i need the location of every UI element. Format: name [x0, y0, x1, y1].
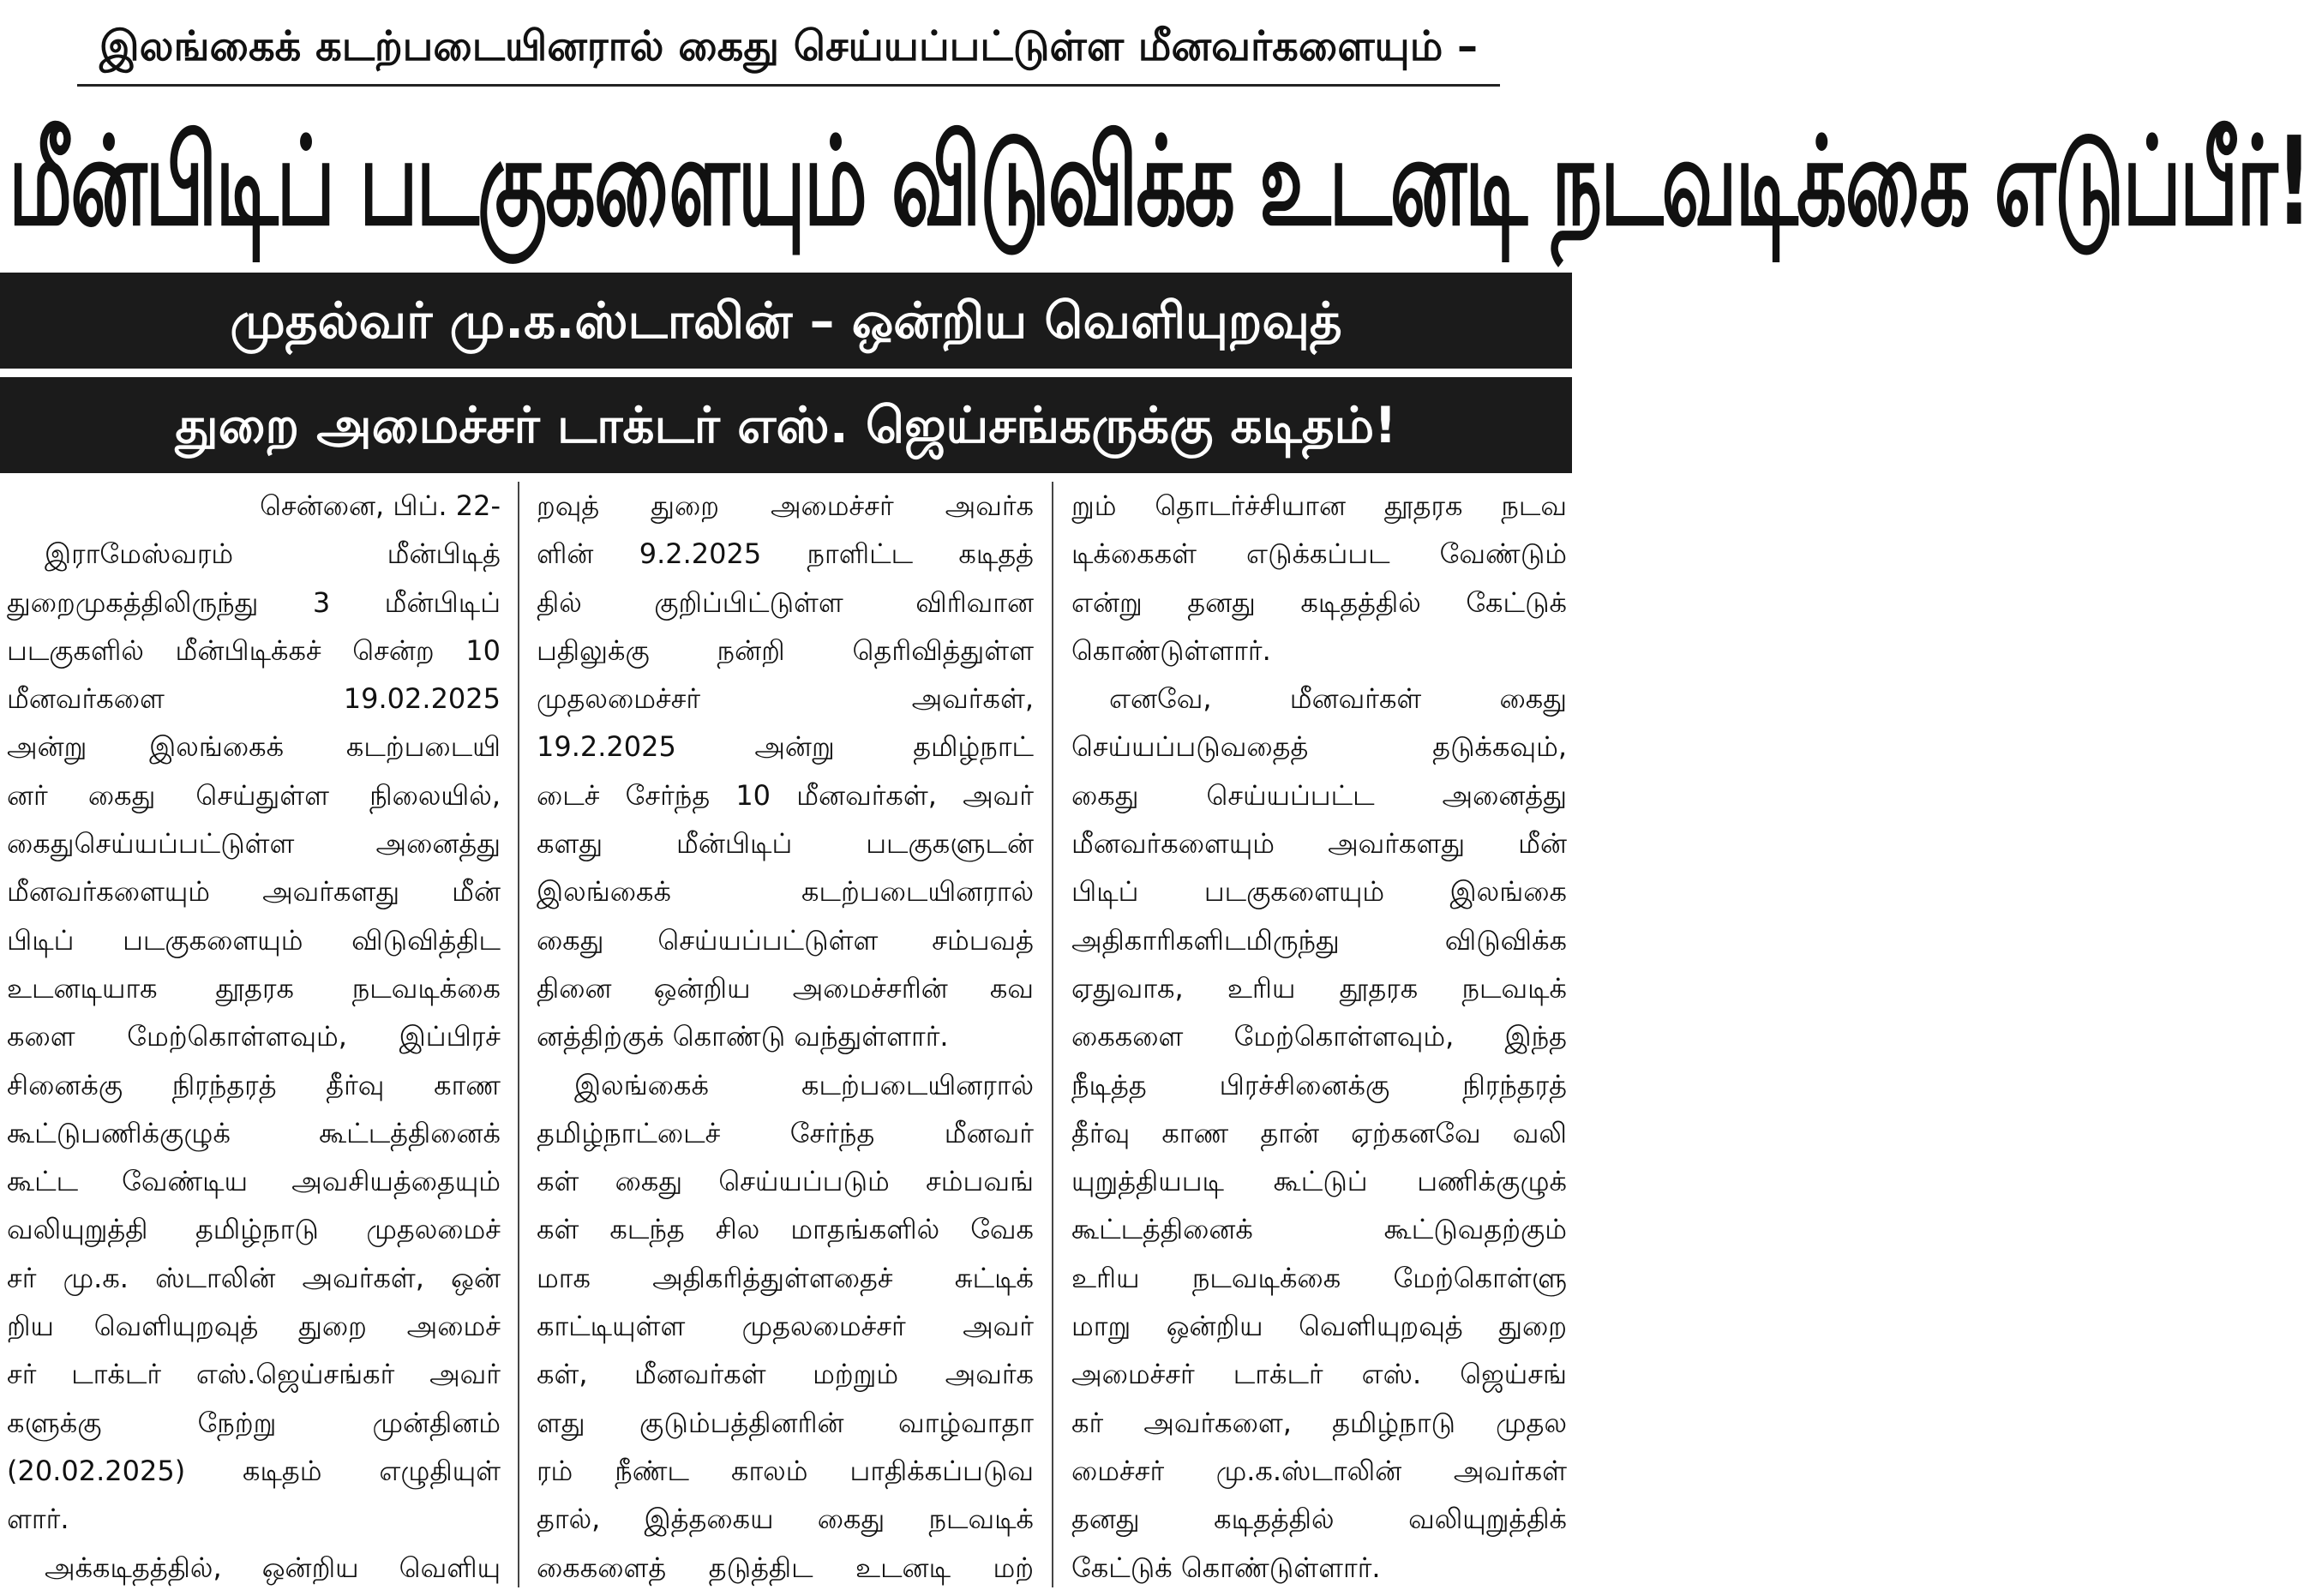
article-line: செய்யப்படுவதைத் தடுக்கவும்,: [1071, 730, 1567, 764]
article-line: ளார்.: [7, 1503, 69, 1536]
article-line: ளது குடும்பத்தினரின் வாழ்வாதா: [537, 1406, 1034, 1439]
subheadline-band-line1: முதல்வர் மு.க.ஸ்டாலின் – ஒன்றிய வெளியுறவுத்: [0, 273, 1572, 369]
article-column-3: [1071, 482, 1567, 1587]
headline-kicker: இலங்கைக் கடற்படையினரால் கைது செய்யப்பட்டுள்ள மீனவர்களையும் –: [77, 9, 1500, 87]
article-line: கைது செய்யப்பட்ட அனைத்து: [1071, 778, 1567, 812]
article-line: ளின் 9.2.2025 நாளிட்ட கடிதத்: [537, 537, 1034, 571]
article-line: டைச் சேர்ந்த 10 மீனவர்கள், அவர்: [537, 778, 1034, 812]
article-line: கூட்டுபணிக்குழுக் கூட்டத்தினைக்: [7, 1116, 501, 1149]
article-line: சர் மு.க. ஸ்டாலின் அவர்கள், ஒன்: [7, 1261, 501, 1294]
article-line: அன்று இலங்கைக் கடற்படையி: [7, 730, 501, 764]
article-line: 19.2.2025 அன்று தமிழ்நாட்: [537, 730, 1034, 764]
article-line: மாறு ஒன்றிய வெளியுறவுத் துறை: [1071, 1310, 1567, 1343]
article-line: களுக்கு நேற்று முன்தினம்: [7, 1406, 501, 1439]
article-line: களை மேற்கொள்ளவும், இப்பிரச்: [7, 1020, 501, 1053]
article-line: சர் டாக்டர் எஸ்.ஜெய்சங்கர் அவர்: [7, 1358, 501, 1391]
article-line: அக்கடிதத்தில், ஒன்றிய வெளியு: [45, 1551, 501, 1584]
article-line: னர் கைது செய்துள்ள நிலையில்,: [7, 778, 501, 812]
article-line: தீர்வு காண தான் ஏற்கனவே வலி: [1071, 1116, 1567, 1149]
headline-main: மீன்பிடிப் படகுகளையும் விடுவிக்க உடனடி நடவடிக்கை எடுப்பீர்!: [9, 111, 2310, 254]
article-body: [0, 482, 1572, 1587]
article-line: பிடிப் படகுகளையும் விடுவித்திட: [7, 923, 501, 957]
article-line: (20.02.2025) கடிதம் எழுதியுள்: [7, 1454, 501, 1487]
article-line: களது மீன்பிடிப் படகுகளுடன்: [537, 827, 1034, 861]
article-line: மீனவர்களையும் அவர்களது மீன்: [7, 875, 501, 909]
article-line: இலங்கைக் கடற்படையினரால்: [537, 875, 1034, 909]
article-line: கள் கடந்த சில மாதங்களில் வேக: [537, 1213, 1034, 1246]
article-line: கர் அவர்களை, தமிழ்நாடு முதல: [1071, 1406, 1567, 1439]
article-line: வலியுறுத்தி தமிழ்நாடு முதலமைச்: [7, 1213, 501, 1246]
article-line: யுறுத்தியபடி கூட்டுப் பணிக்குழுக்: [1071, 1165, 1567, 1198]
article-line: இலங்கைக் கடற்படையினரால்: [574, 1068, 1034, 1101]
article-line: காட்டியுள்ள முதலமைச்சர் அவர்: [537, 1310, 1034, 1343]
article-line: துறைமுகத்திலிருந்து 3 மீன்பிடிப்: [7, 585, 501, 619]
article-line: கைகளை மேற்கொள்ளவும், இந்த: [1071, 1020, 1567, 1053]
article-line: தமிழ்நாட்டைச் சேர்ந்த மீனவர்: [537, 1116, 1034, 1149]
article-column-1: [7, 482, 501, 1587]
article-line: முதலமைச்சர் அவர்கள்,: [537, 682, 1034, 716]
article-line: அதிகாரிகளிடமிருந்து விடுவிக்க: [1071, 923, 1567, 957]
subheadline-band-line2: துறை அமைச்சர் டாக்டர் எஸ். ஜெய்சங்கருக்கு கடிதம்!: [0, 377, 1572, 473]
article-line: மாக அதிகரித்துள்ளதைச் சுட்டிக்: [537, 1261, 1034, 1294]
article-line: கூட்ட வேண்டிய அவசியத்தையும்: [7, 1165, 501, 1198]
article-line: மீனவர்களை 19.02.2025: [7, 682, 501, 716]
article-line: கேட்டுக் கொண்டுள்ளார்.: [1071, 1551, 1381, 1584]
article-line: தால், இத்தகைய கைது நடவடிக்: [537, 1503, 1034, 1536]
article-line: பதிலுக்கு நன்றி தெரிவித்துள்ள: [537, 633, 1034, 667]
article-line: கள், மீனவர்கள் மற்றும் அவர்க: [537, 1358, 1034, 1391]
article-line: கொண்டுள்ளார்.: [1071, 633, 1271, 667]
article-line: எனவே, மீனவர்கள் கைது: [1109, 682, 1567, 716]
article-line: தனது கடிதத்தில் வலியுறுத்திக்: [1071, 1503, 1567, 1536]
article-line: மீனவர்களையும் அவர்களது மீன்: [1071, 827, 1567, 861]
article-line: கள் கைது செய்யப்படும் சம்பவங்: [537, 1165, 1034, 1198]
article-line: றவுத் துறை அமைச்சர் அவர்க: [537, 489, 1034, 522]
article-line: னத்திற்குக் கொண்டு வந்துள்ளார்.: [537, 1020, 949, 1053]
article-line: ரம் நீண்ட காலம் பாதிக்கப்படுவ: [537, 1454, 1034, 1487]
article-line: என்று தனது கடிதத்தில் கேட்டுக்: [1071, 585, 1567, 619]
article-line: பிடிப் படகுகளையும் இலங்கை: [1071, 875, 1567, 909]
article-line: டிக்கைகள் எடுக்கப்பட வேண்டும்: [1071, 537, 1567, 571]
article-column-2: [537, 482, 1034, 1587]
article-line: கைகளைத் தடுத்திட உடனடி மற்: [537, 1551, 1034, 1584]
article-line: நீடித்த பிரச்சினைக்கு நிரந்தரத்: [1071, 1068, 1567, 1101]
article-line: மைச்சர் மு.க.ஸ்டாலின் அவர்கள்: [1071, 1454, 1567, 1487]
article-line: கைது செய்யப்பட்டுள்ள சம்பவத்: [537, 923, 1034, 957]
article-line: படகுகளில் மீன்பிடிக்கச் சென்ற 10: [7, 633, 501, 667]
article-line: உடனடியாக தூதரக நடவடிக்கை: [7, 971, 501, 1005]
article-line: ஏதுவாக, உரிய தூதரக நடவடிக்: [1071, 971, 1567, 1005]
article-line: தில் குறிப்பிட்டுள்ள விரிவான: [537, 585, 1034, 619]
dateline: சென்னை, பிப். 22-: [260, 489, 501, 522]
article-line: றும் தொடர்ச்சியான தூதரக நடவ: [1071, 489, 1567, 522]
article-line: அமைச்சர் டாக்டர் எஸ். ஜெய்சங்: [1071, 1358, 1567, 1391]
article-line: சினைக்கு நிரந்தரத் தீர்வு காண: [7, 1068, 501, 1101]
article-line: கூட்டத்தினைக் கூட்டுவதற்கும்: [1071, 1213, 1567, 1246]
article-line: கைதுசெய்யப்பட்டுள்ள அனைத்து: [7, 827, 501, 861]
article-line: தினை ஒன்றிய அமைச்சரின் கவ: [537, 971, 1034, 1005]
article-line: றிய வெளியுறவுத் துறை அமைச்: [7, 1310, 501, 1343]
article-line: உரிய நடவடிக்கை மேற்கொள்ளு: [1071, 1261, 1567, 1294]
article-line: இராமேஸ்வரம் மீன்பிடித்: [45, 537, 501, 571]
